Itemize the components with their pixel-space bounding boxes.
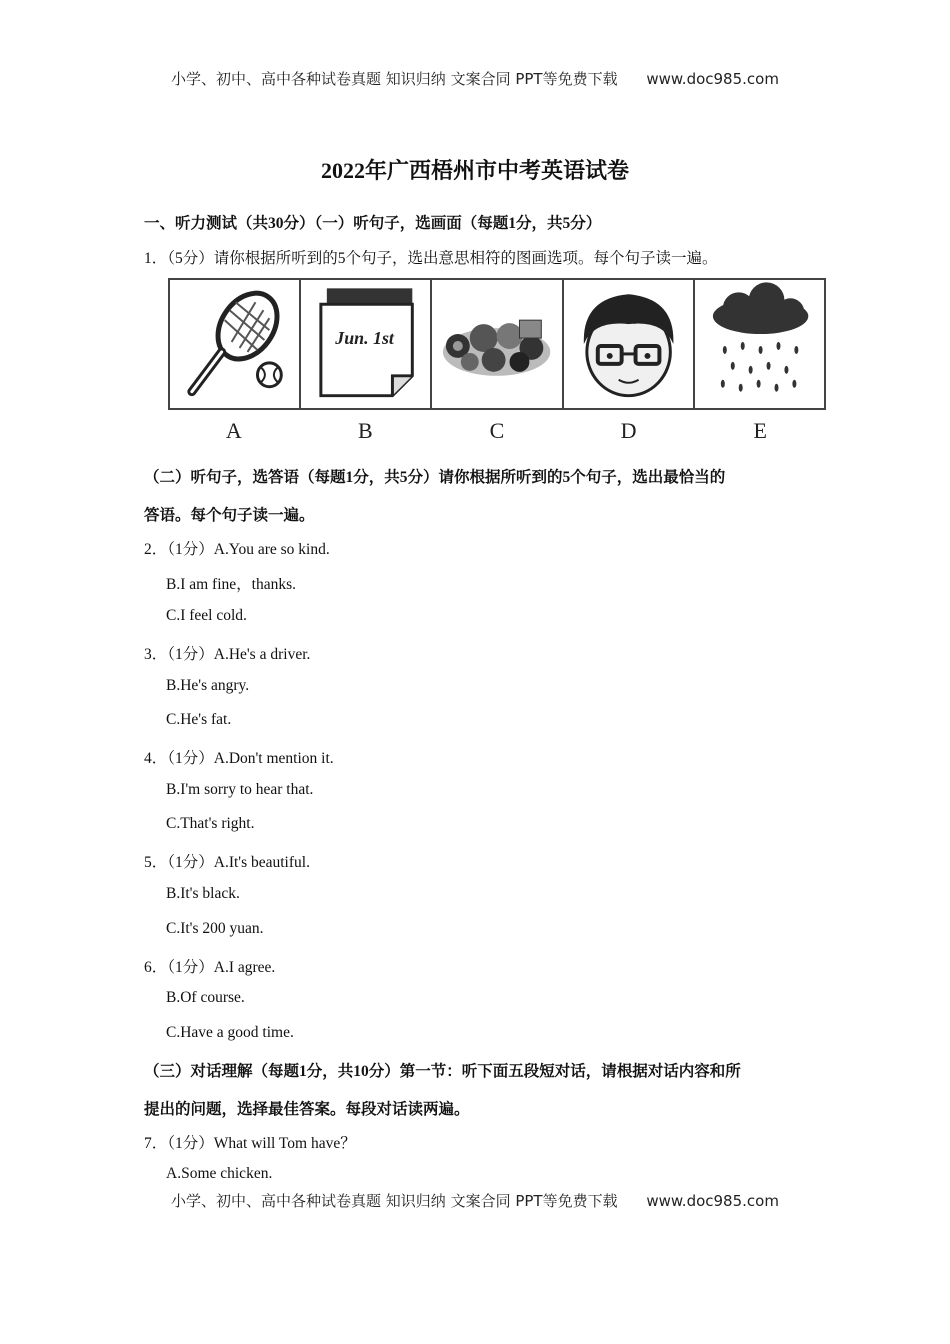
food-icon xyxy=(432,280,561,408)
picture-strip xyxy=(168,278,826,410)
question-2-stem: 2．（1分）A.You are so kind. xyxy=(144,541,330,558)
picture-d-boy-glasses xyxy=(564,280,695,408)
question-6-stem: 6．（1分）A.I agree. xyxy=(144,959,276,976)
calendar-text: Jun. 1st xyxy=(335,328,395,348)
section2-heading-line1: （二）听句子，选答语（每题1分，共5分）请你根据所听到的5个句子，选出最恰当的 xyxy=(144,469,726,486)
question-5-option-b: B.It's black. xyxy=(166,885,240,902)
page-header xyxy=(0,68,950,89)
page-footer xyxy=(0,1190,950,1211)
boy-with-glasses-icon xyxy=(564,280,693,408)
letter-b: B xyxy=(358,418,373,443)
page-title: 2022年广西梧州市中考英语试卷 xyxy=(320,158,629,183)
question-2-option-b: B.I am fine，thanks. xyxy=(166,576,297,593)
picture-a-tennis xyxy=(170,280,301,408)
header-url[interactable]: www.doc985.com xyxy=(646,70,779,88)
picture-b-calendar xyxy=(301,280,432,408)
letter-a: A xyxy=(225,418,242,443)
calendar-icon xyxy=(301,280,430,408)
question-7-option-a: A.Some chicken. xyxy=(166,1165,273,1182)
question-4-option-b: B.I'm sorry to hear that. xyxy=(166,781,314,798)
question-6-option-b: B.Of course. xyxy=(166,989,245,1006)
question-4-stem: 4．（1分）A.Don't mention it. xyxy=(144,750,334,767)
tennis-racket-icon xyxy=(170,280,299,408)
rain-cloud-icon xyxy=(695,280,824,408)
question-3-option-c: C.He's fat. xyxy=(166,711,232,728)
picture-c-food xyxy=(432,280,563,408)
footer-text: 小学、初中、高中各种试卷真题 知识归纳 文案合同 PPT等免费下载 xyxy=(171,1192,618,1210)
letter-e: E xyxy=(753,418,767,443)
question-6-option-c: C.Have a good time. xyxy=(166,1024,294,1041)
section3-heading-line2: 提出的问题，选择最佳答案。每段对话读两遍。 xyxy=(144,1101,470,1118)
section2-heading-line2: 答语。每个句子读一遍。 xyxy=(144,507,315,524)
picture-letters xyxy=(168,418,826,444)
footer-url[interactable]: www.doc985.com xyxy=(646,1192,779,1210)
picture-e-rain xyxy=(695,280,824,408)
question-3-stem: 3．（1分）A.He's a driver. xyxy=(144,646,311,663)
header-text: 小学、初中、高中各种试卷真题 知识归纳 文案合同 PPT等免费下载 xyxy=(171,70,618,88)
question-1: 1．（5分）请你根据所听到的5个句子，选出意思相符的图画选项。每个句子读一遍。 xyxy=(144,250,718,267)
question-4-option-c: C.That's right. xyxy=(166,815,255,832)
question-2-option-c: C.I feel cold. xyxy=(166,607,247,624)
letter-d: D xyxy=(620,418,637,443)
question-5-option-c: C.It's 200 yuan. xyxy=(166,920,264,937)
letter-c: C xyxy=(489,418,505,443)
question-5-stem: 5．（1分）A.It's beautiful. xyxy=(144,854,310,871)
section3-heading-line1: （三）对话理解（每题1分，共10分）第一节：听下面五段短对话，请根据对话内容和所 xyxy=(144,1063,741,1080)
question-3-option-b: B.He's angry. xyxy=(166,677,250,694)
question-7-stem: 7．（1分）What will Tom have？ xyxy=(144,1135,356,1152)
section1-heading: 一、听力测试（共30分）（一）听句子，选画面（每题1分，共5分） xyxy=(144,215,602,232)
